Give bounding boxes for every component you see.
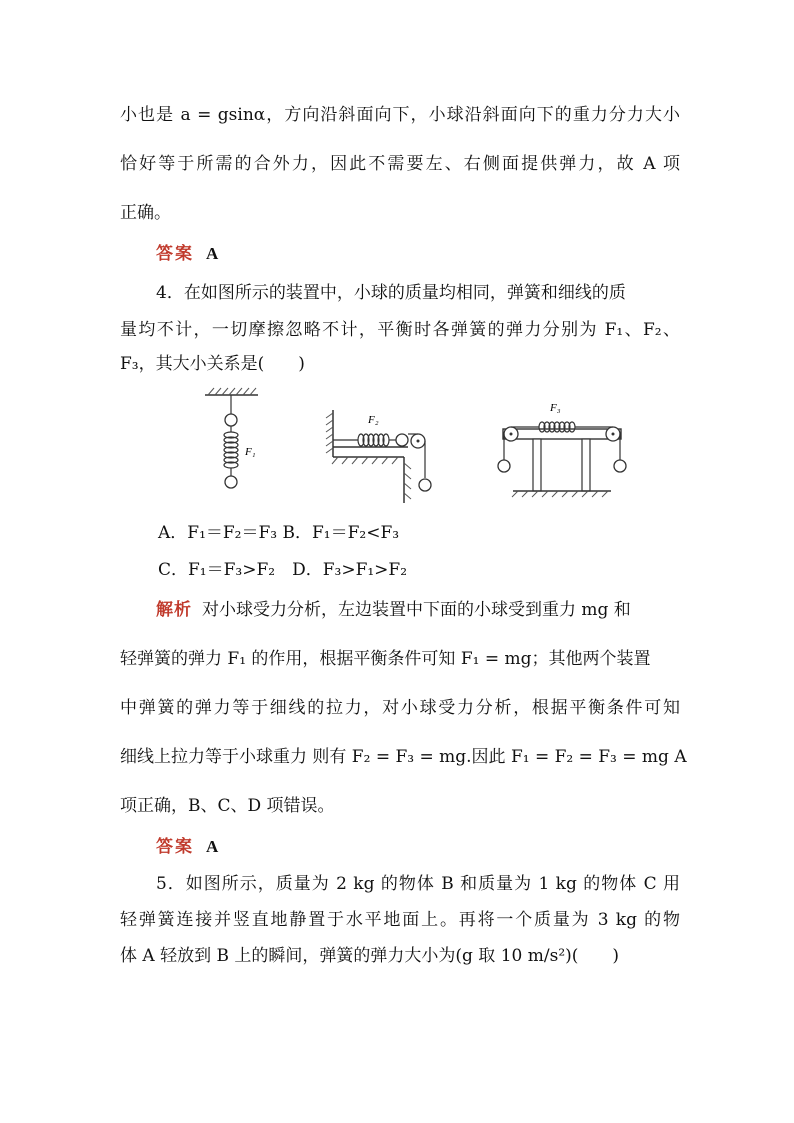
text-line-3: 正确。 — [120, 203, 171, 223]
answer-row-q4 — [156, 836, 716, 858]
option-a-b: A．F₁＝F₂＝F₃ B．F₁＝F₂<F₃ — [158, 523, 400, 543]
analysis-line-2: 轻弹簧的弹力 F₁ 的作用，根据平衡条件可知 F₁ = mg；其他两个装置 — [120, 649, 651, 669]
device-3 — [498, 402, 626, 497]
text-line-1: 小也是 a = gsinα，方向沿斜面向下，小球沿斜面向下的重力分力大小 — [120, 105, 680, 125]
analysis-line-4: 细线上拉力等于小球重力 则有 F₂ = F₃ = mg.因此 F₁ = F₂ = F₃ = mg A — [120, 747, 687, 767]
question-5-line-3: 体 A 轻放到 B 上的瞬间，弹簧的弹力大小为(g 取 10 m/s²)( ) — [120, 946, 620, 966]
analysis-line-1 — [156, 599, 680, 621]
answer-row-prev — [156, 243, 716, 265]
analysis-line-3: 中弹簧的弹力等于细线的拉力，对小球受力分析，根据平衡条件可知 — [120, 698, 680, 718]
question-5-line-1: 5．如图所示，质量为 2 kg 的物体 B 和质量为 1 kg 的物体 C 用 — [156, 874, 680, 894]
device-2 — [326, 410, 431, 503]
answer-value-q4: A — [206, 837, 219, 856]
analysis-text-1: 对小球受力分析，左边装置中下面的小球受到重力 mg 和 — [202, 600, 631, 620]
answer-label: 答案 — [156, 244, 194, 264]
analysis-label: 解析 — [156, 600, 192, 620]
answer-value: A — [206, 244, 219, 263]
spring-devices-figure — [200, 385, 640, 510]
answer-label-q4: 答案 — [156, 837, 194, 857]
option-c-d: C．F₁＝F₃>F₂ D．F₃>F₁>F₂ — [158, 560, 408, 580]
label-f3: F₃ — [550, 402, 561, 414]
question-4-line-1: 4．在如图所示的装置中，小球的质量均相同，弹簧和细线的质 — [156, 283, 626, 303]
label-f2: F₂ — [368, 414, 379, 426]
text-line-2: 恰好等于所需的合外力，因此不需要左、右侧面提供弹力，故 A 项 — [120, 154, 680, 174]
analysis-line-5: 项正确，B、C、D 项错误。 — [120, 796, 335, 816]
question-4-line-3: F₃，其大小关系是( ) — [120, 354, 305, 374]
device-1 — [205, 388, 258, 488]
question-5-line-2: 轻弹簧连接并竖直地静置于水平地面上。再将一个质量为 3 kg 的物 — [120, 910, 680, 930]
label-f1: F₁ — [245, 446, 256, 458]
question-4-line-2: 量均不计，一切摩擦忽略不计，平衡时各弹簧的弹力分别为 F₁、F₂、 — [120, 320, 680, 340]
